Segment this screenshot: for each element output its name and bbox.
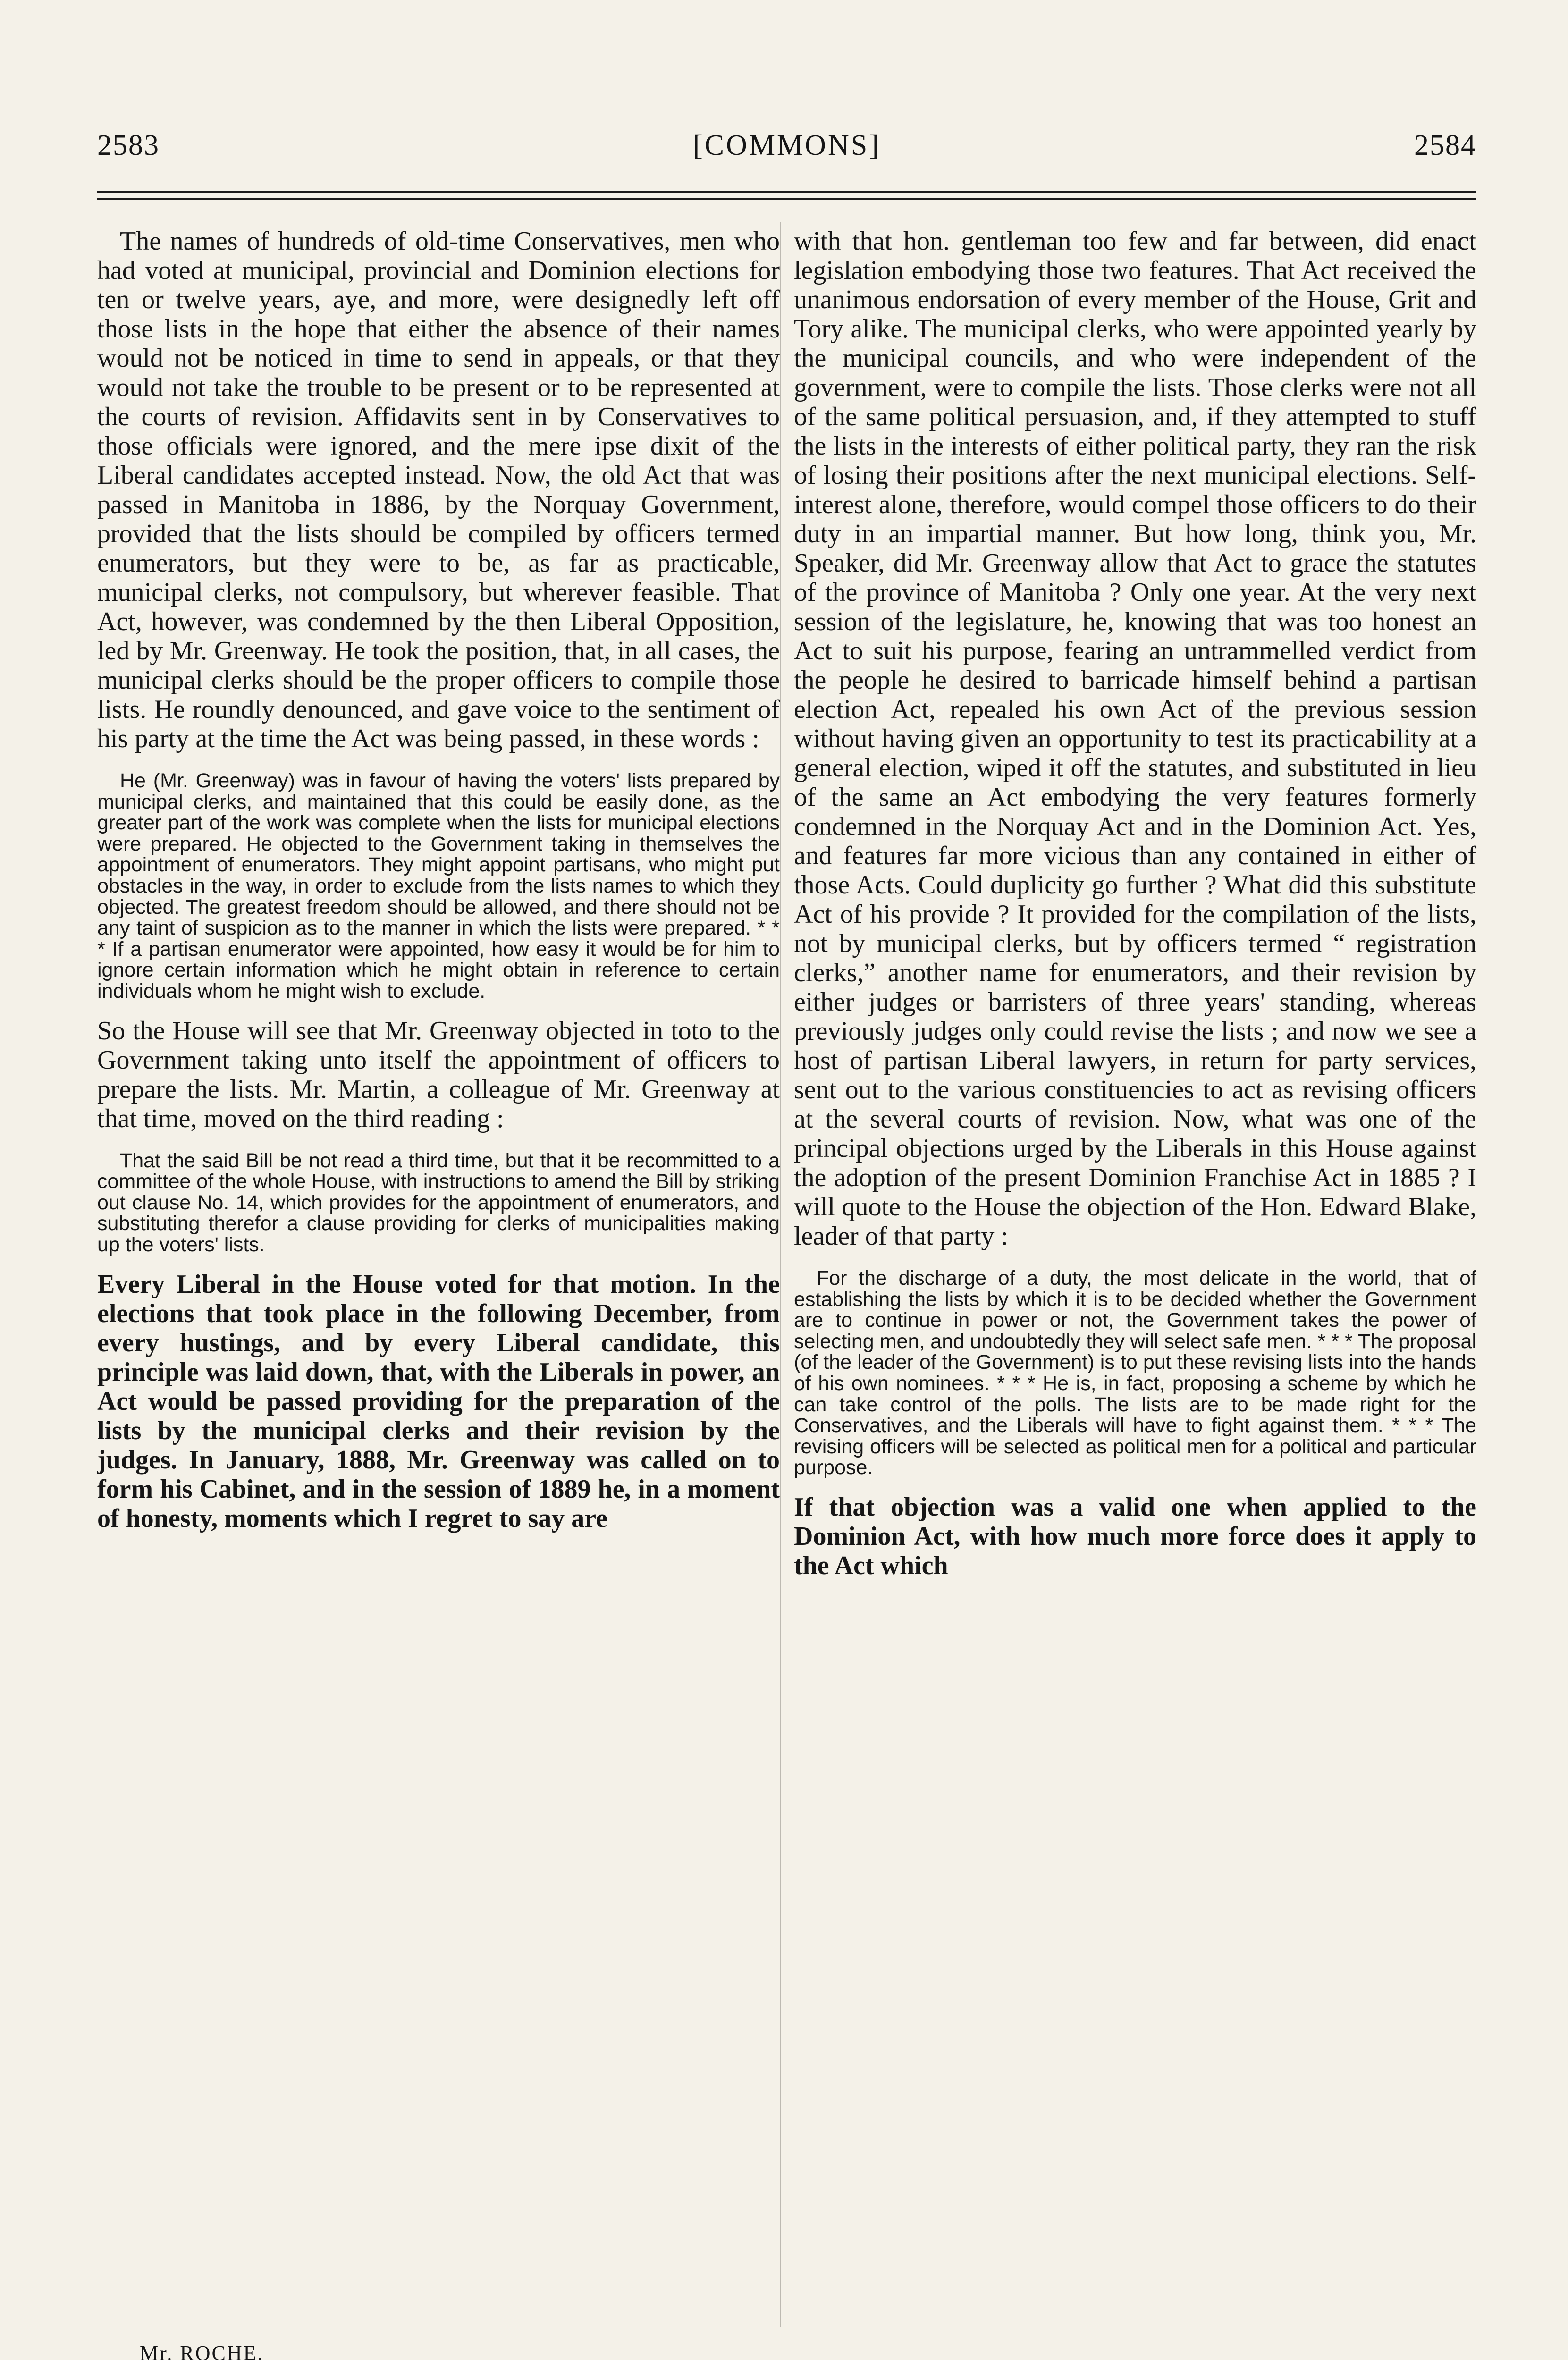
quoted-passage: That the said Bill be not read a third time, but that it be recommitted to a committee of the whole House, with instructions to amend the Bill by striking out clause No. 14, which provides for the appointment of enumerators, and substituting therefor a clause providing for clerks of municipalities making up the voters' lists. [97, 1149, 780, 1256]
body-paragraph: The names of hundreds of old-time Conservatives, men who had voted at municipal, provincial and Dominion elections for ten or twelve years, aye, and more, were designedly left off those lists in the hope that either the absence of their names would not be noticed in time to send in appeals, or that they would not take the trouble to be present or to be represented at the courts of revision. Affidavits sent in by Conservatives to those officials were ignored, and the mere ipse dixit of the Liberal candidates accepted instead. Now, the old Act that was passed in Manitoba in 1886, by the Norquay Government, provided that the lists should be compiled by officers termed enumerators, but they were to be, as far as practicable, municipal clerks, not compulsory, but wherever feasible. That Act, however, was condemned by the then Liberal Opposition, led by Mr. Greenway. He took the position, that, in all cases, the municipal clerks should be the proper officers to compile those lists. He roundly denounced, and gave voice to the sentiment of his party at the time the Act was being passed, in these words : [97, 227, 780, 753]
page-number-left: 2583 [97, 129, 160, 161]
page-number-right: 2584 [1414, 129, 1476, 161]
section-title: [COMMONS] [693, 129, 881, 161]
header-rule-thin [97, 198, 1476, 200]
speaker-footer: Mr. ROCHE. [140, 2342, 264, 2360]
column-divider [780, 222, 781, 2327]
page-header [97, 122, 1476, 169]
body-paragraph: Every Liberal in the House voted for that motion. In the elections that took place in the following December, from every hustings, and by every Liberal candidate, this principle was laid down, that, with the Liberals in power, an Act would be passed providing for the preparation of the lists by the municipal clerks and their revision by the judges. In January, 1888, Mr. Greenway was called on to form his Cabinet, and in the session of 1889 he, in a moment of honesty, moments which I regret to say are [97, 1269, 780, 1533]
body-paragraph: If that objection was a valid one when applied to the Dominion Act, with how much more force does it apply to the Act which [794, 1492, 1476, 1580]
quoted-passage: He (Mr. Greenway) was in favour of having the voters' lists prepared by municipal clerks, and maintained that this could be easily done, as the greater part of the work was complete when the lists for municipal elections were prepared. He objected to the Government taking in themselves the appointment of enumerators. They might appoint partisans, who might put obstacles in the way, in order to exclude from the lists names to which they objected. The greatest freedom should be allowed, and there should not be any taint of suspicion as to the manner in which the lists were prepared. * * * If a partisan enumerator were appointed, how easy it would be for him to ignore certain information which he might obtain in reference to certain individuals whom he might wish to exclude. [97, 769, 780, 1003]
right-column [794, 227, 1476, 1580]
header-rule-thick [97, 191, 1476, 193]
quoted-passage: For the discharge of a duty, the most delicate in the world, that of establishing the lists by which it is to be decided whether the Government are to continue in power or not, the Government takes the power of selecting men, and undoubtedly they will select safe men. * * * The proposal (of the leader of the Government) is to put these revising lists into the hands of his own nominees. * * * He is, in fact, proposing a scheme by which he can take control of the polls. The lists are to be made right for the Conservatives, and the Liberals will have to fight against them. * * * The revising officers will be selected as political men for a political and particular purpose. [794, 1267, 1476, 1479]
body-paragraph: So the House will see that Mr. Greenway objected in toto to the Government taking unto itself the appointment of officers to prepare the lists. Mr. Martin, a colleague of Mr. Greenway at that time, moved on the third reading : [97, 1016, 780, 1133]
left-column [97, 227, 780, 1533]
body-paragraph: with that hon. gentleman too few and far between, did enact legislation embodying those two features. That Act received the unanimous endorsation of every member of the House, Grit and Tory alike. The municipal clerks, who were appointed yearly by the municipal councils, and who were independent of the government, were to compile the lists. Those clerks were not all of the same political persuasion, and, if they attempted to stuff the lists in the interests of either political party, they ran the risk of losing their positions after the next municipal elections. Self-interest alone, therefore, would compel those officers to do their duty in an impartial manner. But how long, think you, Mr. Speaker, did Mr. Greenway allow that Act to grace the statutes of the province of Manitoba ? Only one year. At the very next session of the legislature, he, knowing that was too honest an Act to suit his purpose, fearing an untrammelled verdict from the people he desired to barricade himself behind a partisan election Act, repealed his own Act of the previous session without having given an opportunity to test its practicability at a general election, wiped it off the statutes, and substituted in lieu of the same an Act embodying the very features formerly condemned in the Norquay Act and in the Dominion Act. Yes, and features far more vicious than any contained in either of those Acts. Could duplicity go further ? What did this substitute Act of his provide ? It provided for the compilation of the lists, not by municipal clerks, but by officers termed “ registration clerks,” another name for enumerators, and their revision by either judges or barristers of three years' standing, whereas previously judges only could revise the lists ; and now we see a host of partisan Liberal lawyers, in return for party services, sent out to the various constituencies to act as revising officers at the several courts of revision. Now, what was one of the principal objections urged by the Liberals in this House against the adoption of the present Dominion Franchise Act in 1885 ? I will quote to the House the objection of the Hon. Edward Blake, leader of that party : [794, 227, 1476, 1251]
